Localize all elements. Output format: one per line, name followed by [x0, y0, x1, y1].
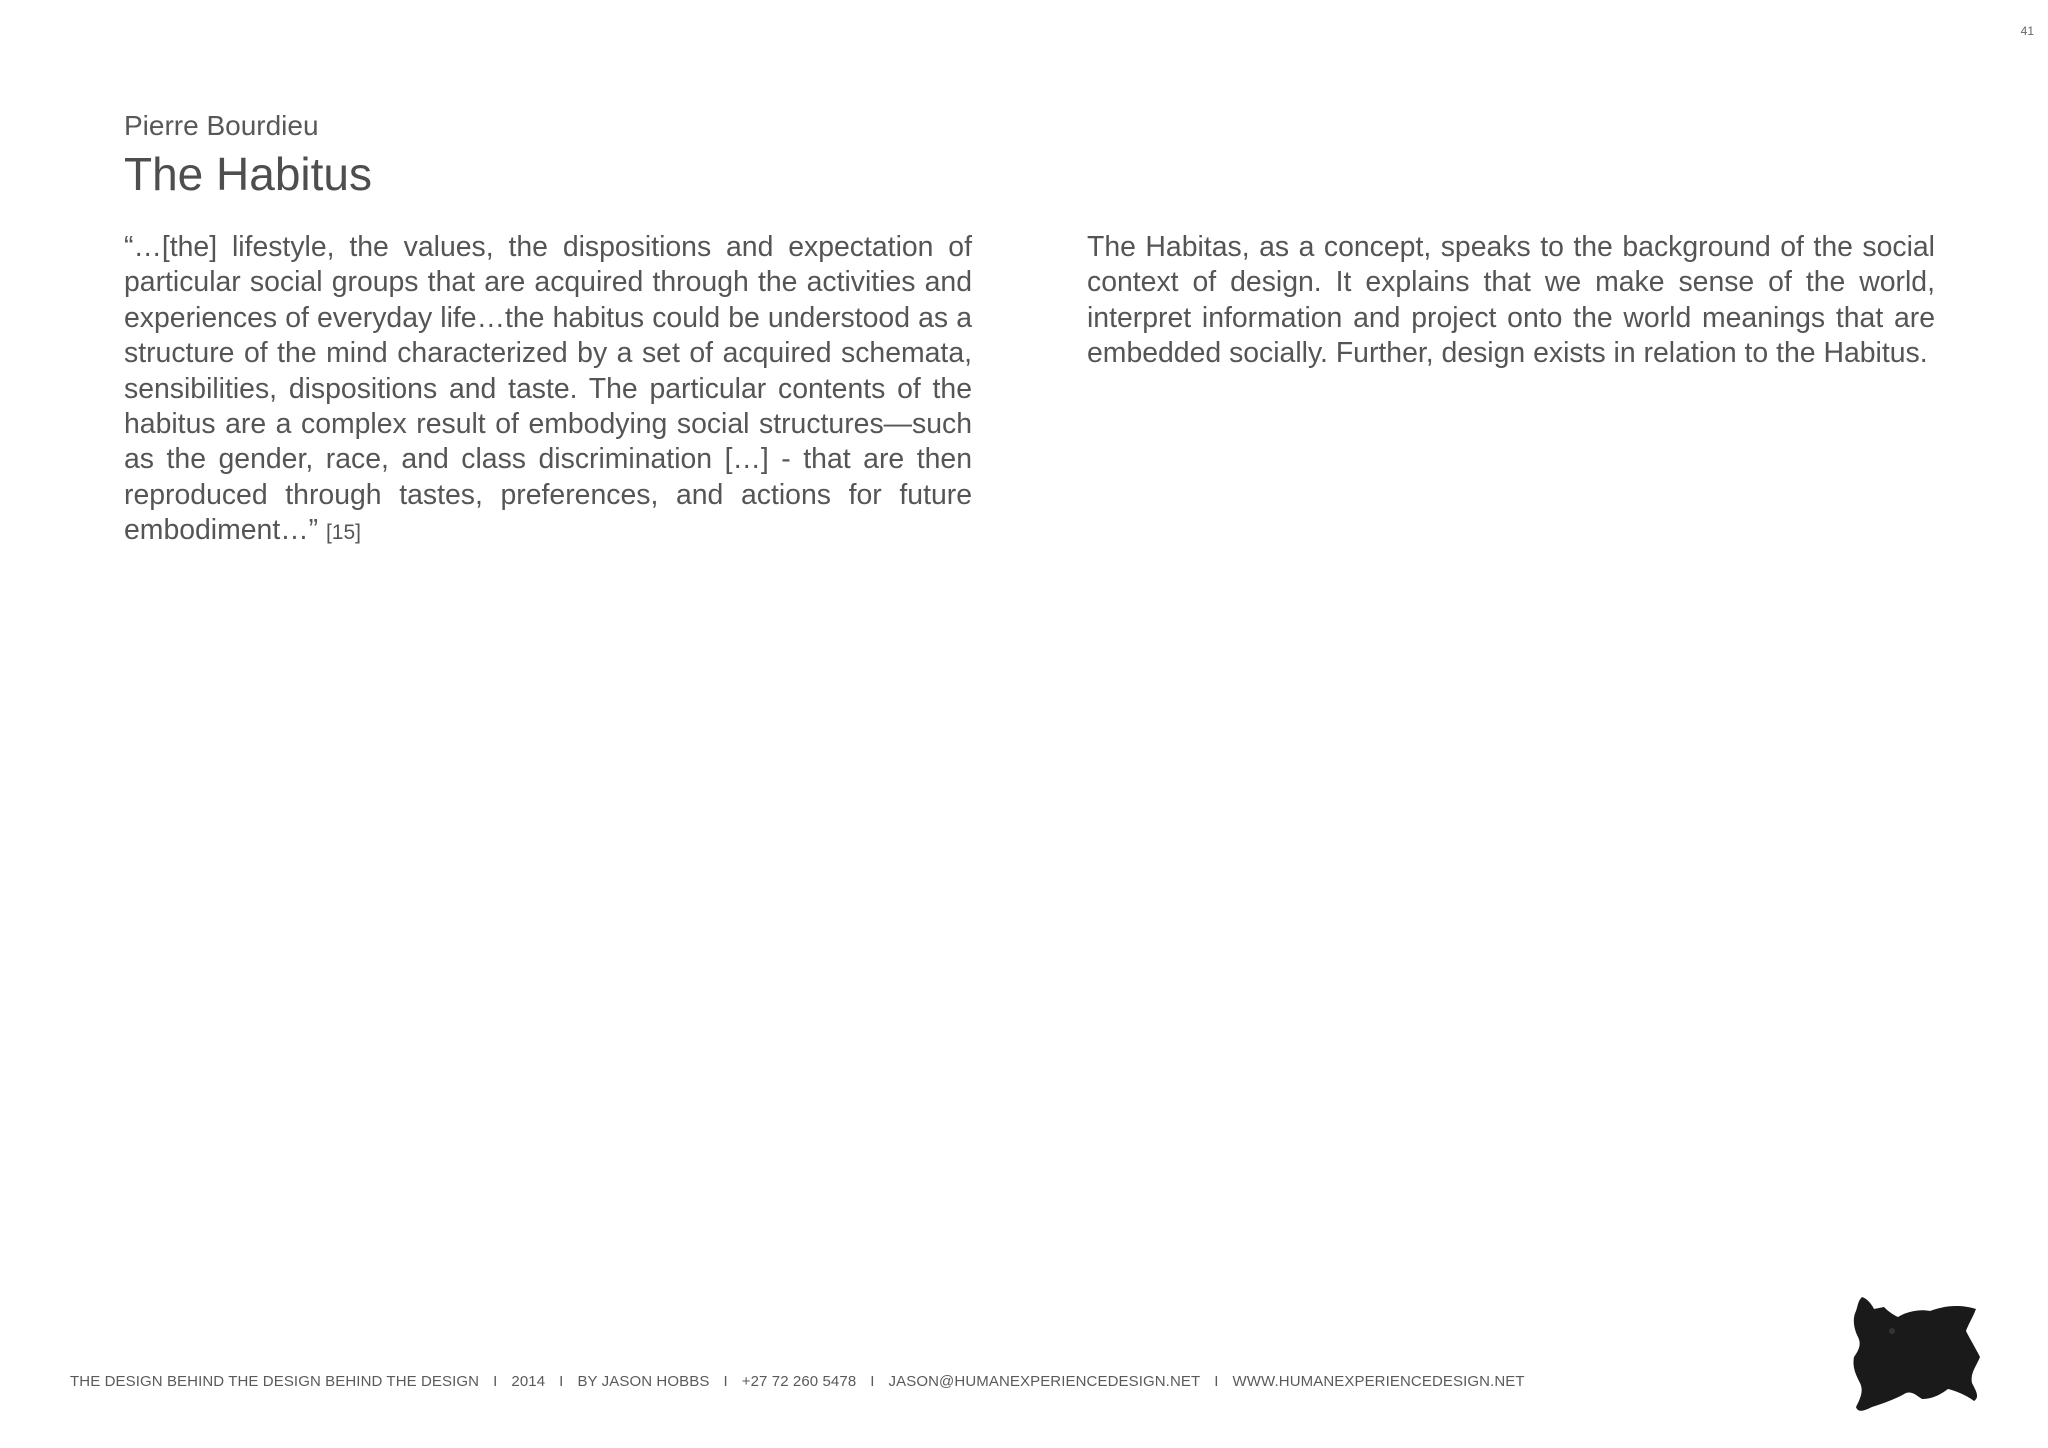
footer-separator: I	[493, 1373, 498, 1390]
page-title: The Habitus	[124, 148, 373, 200]
footer-separator: I	[559, 1373, 564, 1390]
logo-eye-dot	[1889, 1328, 1895, 1334]
creature-logo-icon	[1850, 1295, 1986, 1415]
footer-phone: +27 72 260 5478	[741, 1373, 857, 1390]
quote-paragraph	[124, 230, 972, 551]
footer-separator: I	[1214, 1373, 1219, 1390]
footer-email: JASON@HUMANEXPERIENCEDESIGN.NET	[888, 1373, 1201, 1390]
footer	[70, 1373, 1525, 1390]
quote-text: “…[the] lifestyle, the values, the dispositions and expectation of particular social groups that are acquired through the activities and experiences of everyday life…the habitus could be understood as a structure of the mind characterized by a set of acquired schemata, sensibilities, dispositions and taste. The particular contents of the habitus are a complex result of embodying social structures—such as the gender, race, and class discrimination […] - that are then reproduced through tastes, preferences, and actions for future embodiment…”	[124, 231, 972, 547]
footer-year: 2014	[511, 1373, 546, 1390]
footer-author: BY JASON HOBBS	[577, 1373, 710, 1390]
page-number: 41	[2020, 24, 2034, 38]
page-subtitle: Pierre Bourdieu	[124, 110, 319, 141]
footer-separator: I	[870, 1373, 875, 1390]
footer-website: WWW.HUMANEXPERIENCEDESIGN.NET	[1232, 1373, 1525, 1390]
footer-separator: I	[723, 1373, 728, 1390]
footer-book-title: THE DESIGN BEHIND THE DESIGN BEHIND THE DESIGN	[70, 1373, 480, 1390]
citation-reference: [15]	[325, 521, 361, 545]
commentary-paragraph: The Habitas, as a concept, speaks to the background of the social context of design. It explains that we make sense of the world, interpret information and project onto the world meanings that are embedded socially. Further, design exists in relation to the Habitus.	[1087, 231, 1935, 370]
